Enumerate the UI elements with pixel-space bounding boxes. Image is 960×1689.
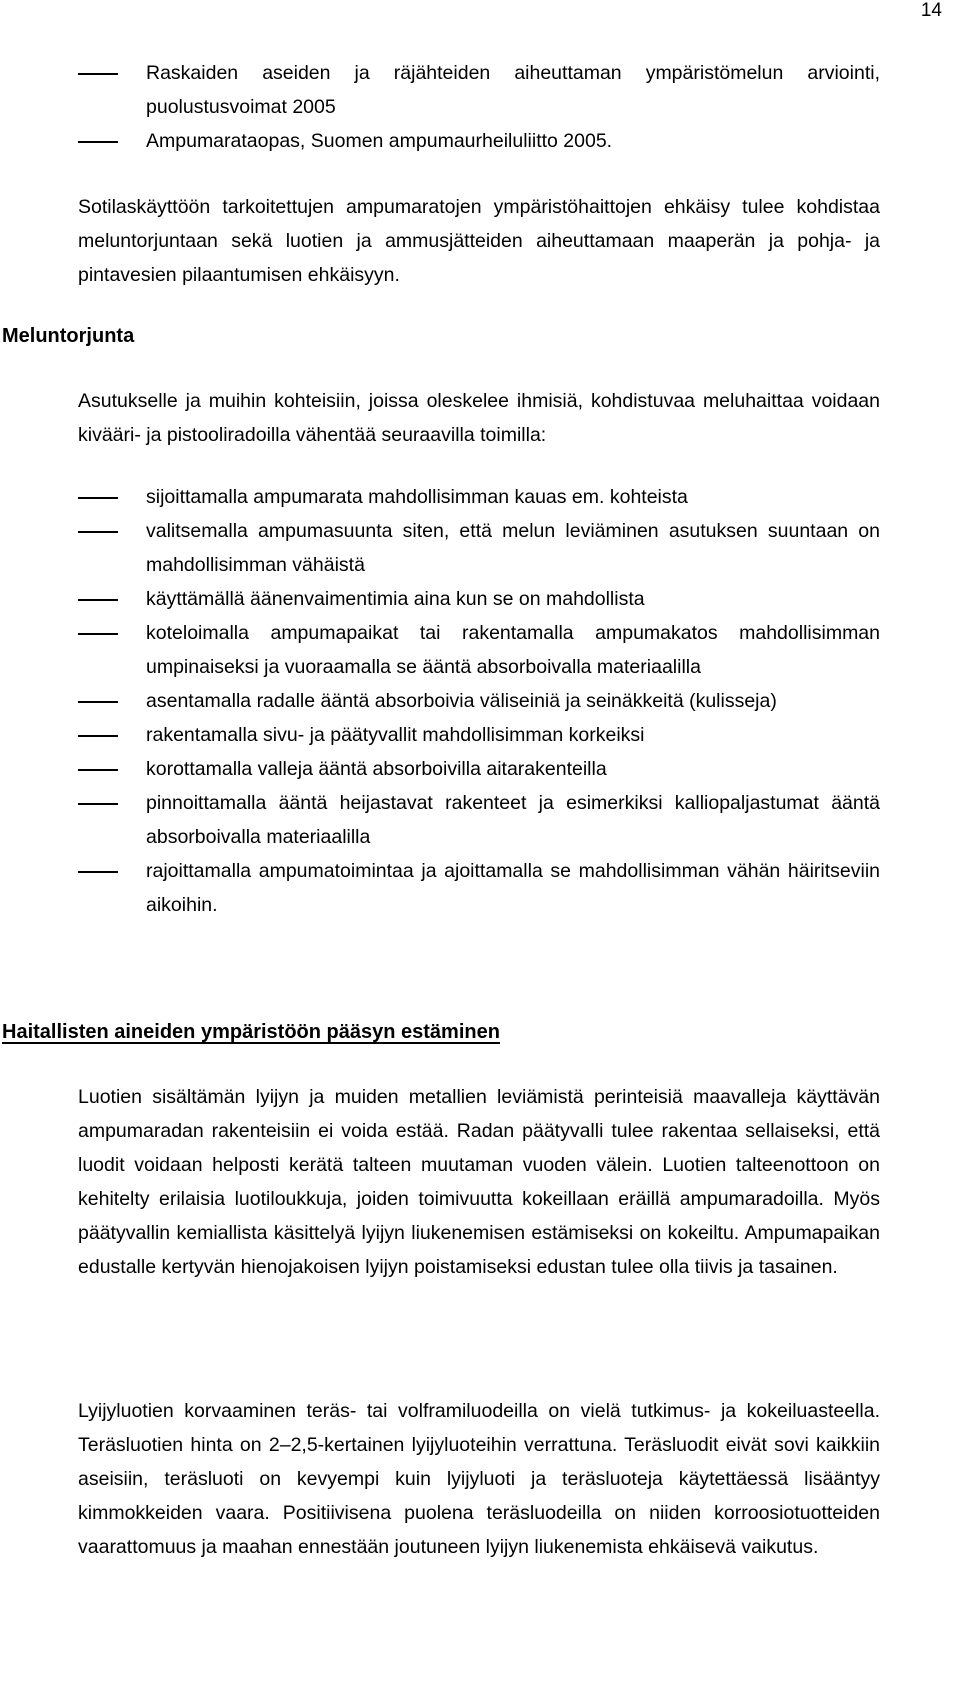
noise-paragraph: Asutukselle ja muihin kohteisiin, joissa oleskelee ihmisiä, kohdistuvaa meluhaittaa voidaan kivääri- ja pistooliradoilla vähentää seuraavilla toimilla: (78, 390, 880, 446)
measure-item (0, 480, 880, 514)
dash-bullet-icon (78, 531, 118, 533)
measure-text: valitsemalla ampumasuunta siten, että melun leviäminen asutuksen suuntaan on mahdollisimman vähäistä (146, 520, 880, 576)
measure-item (0, 718, 880, 752)
dash-bullet-icon (78, 735, 118, 737)
measure-item (0, 684, 880, 718)
measure-text: käyttämällä äänenvaimentimia aina kun se on mahdollista (146, 588, 645, 610)
pollution-paragraph-2-block (78, 1394, 880, 1564)
measure-item (0, 854, 880, 922)
dash-bullet-icon (78, 141, 118, 143)
noise-section-heading: Meluntorjunta (2, 325, 135, 347)
measure-item (0, 752, 880, 786)
measure-item (0, 514, 880, 582)
dash-bullet-icon (78, 497, 118, 499)
page-number: 14 (920, 0, 942, 21)
measure-text: koteloimalla ampumapaikat tai rakentamalla ampumakatos mahdollisimman umpinaiseksi ja vuoraamalla se ääntä absorboivalla materiaalilla (146, 622, 880, 678)
intro-paragraph: Sotilaskäyttöön tarkoitettujen ampumaratojen ympäristöhaittojen ehkäisy tulee kohdistaa meluntorjuntaan sekä luotien ja ammusjätteiden aiheuttamaan maaperän ja pohja- ja pintavesien pilaantumisen ehkäisyyn. (78, 196, 880, 286)
measure-text: rakentamalla sivu- ja päätyvallit mahdollisimman korkeiksi (146, 724, 645, 746)
measure-text: rajoittamalla ampumatoimintaa ja ajoittamalla se mahdollisimman vähän häiritseviin aikoihin. (146, 860, 880, 916)
noise-paragraph-block (78, 384, 880, 452)
pollution-section-heading: Haitallisten aineiden ympäristöön pääsyn estäminen (2, 1021, 500, 1043)
dash-bullet-icon (78, 871, 118, 873)
dash-bullet-icon (78, 769, 118, 771)
pollution-paragraph-1-block (78, 1080, 880, 1284)
pollution-paragraph-2: Lyijyluotien korvaaminen teräs- tai volframiluodeilla on vielä tutkimus- ja kokeiluasteella. Teräsluotien hinta on 2–2,5-kertainen lyijyluoteihin verrattuna. Teräsluodit eivät sovi kaikkiin aseisiin, teräsluoti on kevyempi kuin lyijyluoti ja teräsluoteja käytettäessä lisääntyy kimmokkeiden vaara. Positiivisena puolena teräsluodeilla on niiden korroosiotuotteiden vaarattomuus ja maahan ennestään joutuneen lyijyn liukenemista ehkäisevä vaikutus. (78, 1400, 880, 1558)
measure-text: asentamalla radalle ääntä absorboivia väliseiniä ja seinäkkeitä (kulisseja) (146, 690, 777, 712)
dash-bullet-icon (78, 633, 118, 635)
measure-text: sijoittamalla ampumarata mahdollisimman kauas em. kohteista (146, 486, 688, 508)
dash-bullet-icon (78, 701, 118, 703)
reference-text: Raskaiden aseiden ja räjähteiden aiheuttaman ympäristömelun arviointi, puolustusvoimat 2005 (146, 62, 880, 118)
dash-bullet-icon (78, 803, 118, 805)
dash-bullet-icon (78, 599, 118, 601)
measure-item (0, 786, 880, 854)
measure-text: korottamalla valleja ääntä absorboivilla aitarakenteilla (146, 758, 607, 780)
measure-item (0, 616, 880, 684)
reference-list (0, 56, 880, 158)
dash-bullet-icon (78, 73, 118, 75)
measure-item (0, 582, 880, 616)
intro-block (78, 190, 880, 292)
noise-measures-list (0, 480, 880, 922)
pollution-paragraph-1: Luotien sisältämän lyijyn ja muiden metallien leviämistä perinteisiä maavalleja käyttävän ampumaradan rakenteisiin ei voida estää. Radan päätyvalli tulee rakentaa sellaiseksi, että luodit voidaan helposti kerätä talteen muutaman vuoden välein. Luotien talteenottoon on kehitelty erilaisia luotiloukkuja, joiden toimivuutta kokeillaan eräillä ampumaradoilla. Myös päätyvallin kemiallista käsittelyä lyijyn liukenemisen estämiseksi on kokeiltu. Ampumapaikan edustalle kertyvän hienojakoisen lyijyn poistamiseksi edustan tulee olla tiivis ja tasainen. (78, 1086, 880, 1278)
measure-text: pinnoittamalla ääntä heijastavat rakenteet ja esimerkiksi kalliopaljastumat ääntä absorboivalla materiaalilla (146, 792, 880, 848)
reference-item (0, 56, 880, 124)
reference-text: Ampumarataopas, Suomen ampumaurheiluliitto 2005. (146, 130, 613, 152)
reference-item (0, 124, 880, 158)
